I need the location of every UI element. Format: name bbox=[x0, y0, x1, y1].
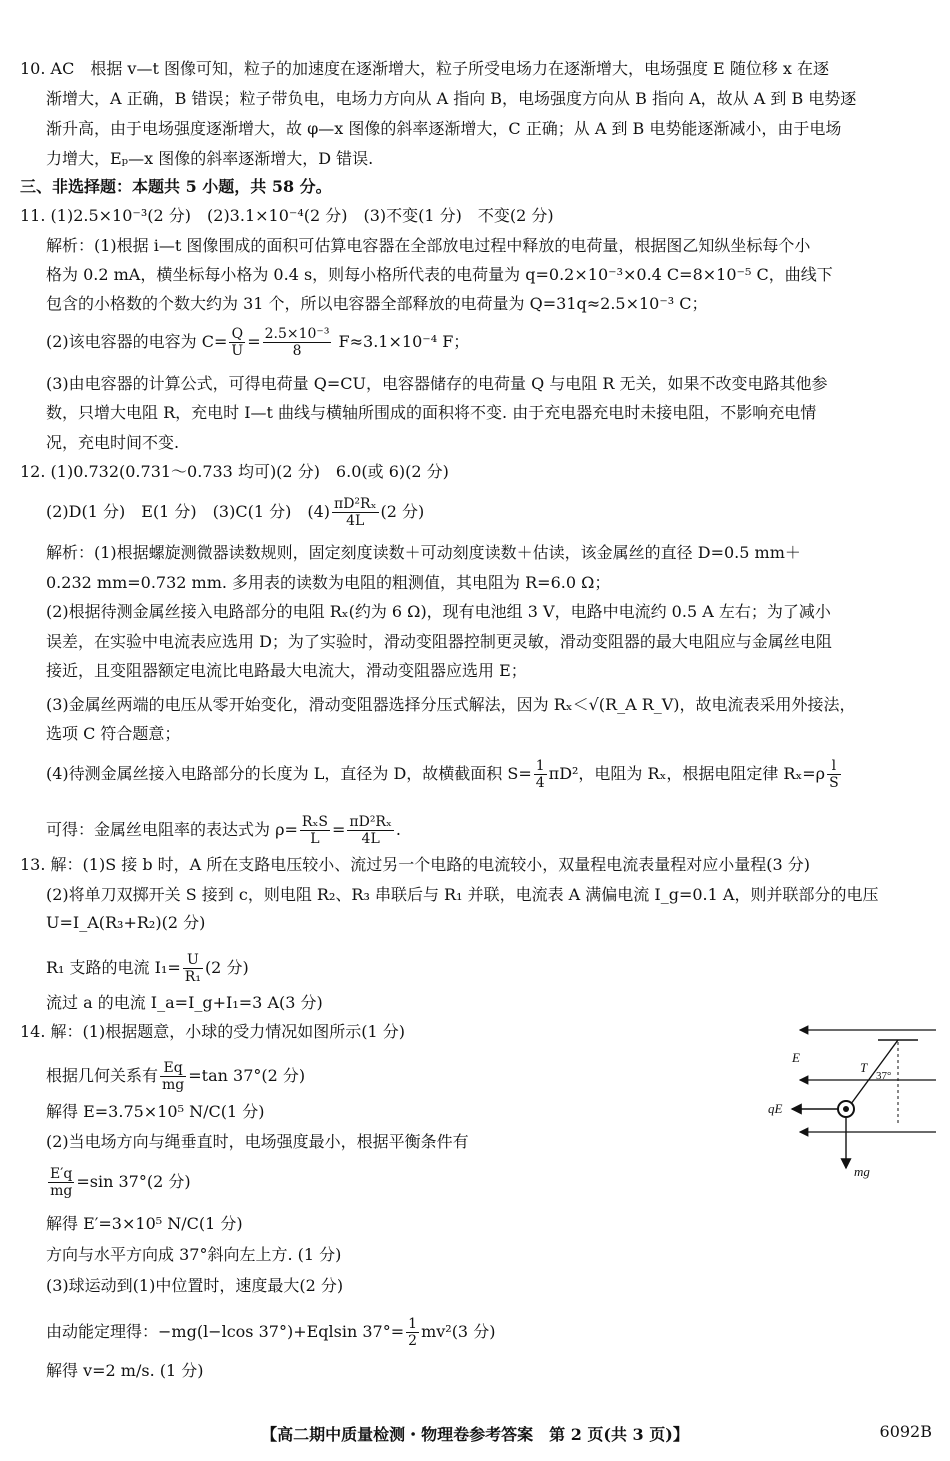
q11-analysis-3: 包含的小格数的个数大约为 31 个，所以电容器全部释放的电荷量为 Q=31q≈2.5×10⁻³ C； bbox=[46, 294, 708, 313]
q13-line-1: 13. 解：(1)S 接 b 时，A 所在支路电压较小、流过另一个电路的电流较小，双量程电流表量程对应小量程(3 分) bbox=[20, 855, 811, 874]
q14-line-5: $\frac{E'q}{mg}$ =sin 37°(2 分) bbox=[50, 1166, 191, 1199]
q12-analysis-1: 解析：(1)根据螺旋测微器读数规则，固定刻度读数＋可动刻度读数＋估读，该金属丝的直径 D=0.5 mm＋ bbox=[46, 543, 801, 562]
fraction: $\frac{\text{RₓS}}{L}$ bbox=[301, 814, 328, 847]
q11-answer: 11. (1)2.5×10⁻³(2 分) (2)3.1×10⁻⁴(2 分) (3)不变(1 分) 不变(2 分) bbox=[20, 206, 554, 225]
q14-line-8: (3)球运动到(1)中位置时，速度最大(2 分) bbox=[46, 1276, 344, 1295]
fraction: $\frac{\text{πD²Rₓ}}{4L}$ bbox=[334, 496, 377, 529]
q12-analysis-5: 接近，且变阻器额定电流比电路最大电流大，滑动变阻器应选用 E； bbox=[46, 661, 527, 680]
q12-analysis-7: 选项 C 符合题意； bbox=[46, 724, 181, 743]
label-angle: 37° bbox=[876, 1070, 892, 1082]
q13-line-5: 流过 a 的电流 I_a=I_g+I₁=3 A(3 分) bbox=[46, 993, 323, 1012]
fraction: $\frac{\text{2.5×10⁻³}}{8}$ bbox=[264, 326, 330, 359]
q12-analysis-4: 误差，在实验中电流表应选用 D；为了实验时，滑动变阻器控制更灵敏，滑动变阻器的最大电阻应与金属丝电阻 bbox=[46, 632, 832, 651]
q13-line-3: U=I_A(R₃+R₂)(2 分) bbox=[46, 913, 206, 932]
fraction: $\frac{U}{\text{R₁}}$ bbox=[184, 952, 201, 985]
fraction: $\frac{Q}{U}$ bbox=[231, 326, 244, 359]
fraction: $\frac{l}{S}$ bbox=[829, 758, 839, 791]
q14-line-10: 解得 v=2 m/s. (1 分) bbox=[46, 1361, 204, 1380]
q11-analysis-1: 解析：(1)根据 i—t 图像围成的面积可估算电容器在全部放电过程中释放的电荷量，根据图乙知纵坐标每个小 bbox=[46, 236, 811, 255]
q14-line-7: 方向与水平方向成 37°斜向左上方. (1 分) bbox=[46, 1245, 342, 1264]
q11-analysis-2: 格为 0.2 mA，横坐标每小格为 0.4 s，则每小格所代表的电荷量为 q=0.2×10⁻³×0.4 C=8×10⁻⁵ C，曲线下 bbox=[46, 265, 833, 284]
q12-answer-2: (2)D(1 分) E(1 分) (3)C(1 分) (4) $\frac{\text{πD²Rₓ}}{4L}$ (2 分) bbox=[46, 496, 425, 529]
label-E: E bbox=[792, 1050, 800, 1065]
q14-line-1: 14. 解：(1)根据题意，小球的受力情况如图所示(1 分) bbox=[20, 1022, 405, 1041]
page-footer: 【高二期中质量检测・物理卷参考答案 第 2 页(共 3 页)】 bbox=[261, 1425, 689, 1444]
q12-analysis-2: 0.232 mm=0.732 mm. 多用表的读数为电阻的粗测值，其电阻为 R=6.0 Ω； bbox=[46, 573, 611, 592]
q12-resistivity-expression: 可得：金属丝电阻率的表达式为 ρ= $\frac{\text{RₓS}}{L}$ = $\frac{\text{πD²Rₓ}}{4L}$ . bbox=[46, 814, 401, 847]
q14-line-4: (2)当电场方向与绳垂直时，电场强度最小，根据平衡条件有 bbox=[46, 1132, 469, 1151]
q10-line-3: 渐升高，由于电场强度逐渐增大，故 φ—x 图像的斜率逐渐增大，C 正确；从 A 到 B 电势能逐渐减小，由于电场 bbox=[46, 119, 842, 138]
q12-analysis-6: (3)金属丝两端的电压从零开始变化，滑动变阻器选择分压式解法，因为 Rₓ＜√(R_A R_V)，故电流表采用外接法， bbox=[46, 695, 856, 714]
q14-line-3: 解得 E=3.75×10⁵ N/C(1 分) bbox=[46, 1102, 265, 1121]
q14-line-6: 解得 E′=3×10⁵ N/C(1 分) bbox=[46, 1214, 243, 1233]
q11-analysis-5: 数，只增大电阻 R，充电时 I—t 曲线与横轴所围成的面积将不变. 由于充电器充电时未接电阻，不影响充电情 bbox=[46, 403, 817, 422]
label-qE: qE bbox=[768, 1101, 783, 1116]
q11-analysis-6: 况，充电时间不变. bbox=[46, 433, 180, 452]
fraction: $\frac{E'q}{mg}$ bbox=[50, 1166, 73, 1199]
q14-line-9: 由动能定理得：−mg(l−lcos 37°)+Eqlsin 37°= $\frac{1}{2}$ mv²(3 分) bbox=[46, 1316, 496, 1349]
document-code: 6092B bbox=[879, 1422, 932, 1441]
q13-line-2: (2)将单刀双掷开关 S 接到 c，则电阻 R₂、R₃ 串联后与 R₁ 并联，电流表 A 满偏电流 I_g=0.1 A，则并联部分的电压 bbox=[46, 885, 879, 904]
q12-resistivity-area: (4)待测金属丝接入电路部分的长度为 L，直径为 D，故横截面积 S= $\frac{1}{4}$ πD²，电阻为 Rₓ，根据电阻定律 Rₓ=ρ $\frac{l}{S}$ bbox=[46, 758, 839, 791]
q10-line-2: 渐增大，A 正确，B 错误；粒子带负电，电场力方向从 A 指向 B，电场强度方向从 B 指向 A，故从 A 到 B 电势逐 bbox=[46, 89, 857, 108]
q13-line-4: R₁ 支路的电流 I₁= $\frac{U}{\text{R₁}}$ (2 分) bbox=[46, 952, 249, 985]
fraction: $\frac{1}{2}$ bbox=[408, 1316, 418, 1349]
q11-analysis-4: (3)由电容器的计算公式，可得电荷量 Q=CU，电容器储存的电荷量 Q 与电阻 R 无关，如果不改变电路其他参 bbox=[46, 374, 828, 393]
q12-analysis-3: (2)根据待测金属丝接入电路部分的电阻 Rₓ(约为 6 Ω)，现有电池组 3 V，电路中电流约 0.5 A 左右；为了减小 bbox=[46, 602, 831, 621]
q12-answer-1: 12. (1)0.732(0.731～0.733 均可)(2 分) 6.0(或 6)(2 分) bbox=[20, 462, 449, 481]
fraction: $\frac{1}{4}$ bbox=[535, 758, 545, 791]
q10-line-1: 10. AC 根据 v—t 图像可知，粒子的加速度在逐渐增大，粒子所受电场力在逐渐增大，电场强度 E 随位移 x 在逐 bbox=[20, 59, 830, 78]
fraction: $\frac{Eq}{mg}$ bbox=[162, 1060, 185, 1093]
label-T: T bbox=[860, 1060, 868, 1075]
q11-capacitance-formula: (2)该电容器的电容为 C= $\frac{Q}{U}$ = $\frac{\text{2.5×10⁻³}}{8}$ F≈3.1×10⁻⁴ F； bbox=[46, 326, 470, 359]
fraction: $\frac{\text{πD²Rₓ}}{4L}$ bbox=[349, 814, 392, 847]
q10-line-4: 力增大，Eₚ—x 图像的斜率逐渐增大，D 错误. bbox=[46, 149, 374, 168]
label-mg: mg bbox=[854, 1164, 870, 1179]
section-3-heading: 三、非选择题：本题共 5 小题，共 58 分。 bbox=[20, 177, 332, 196]
q14-line-2: 根据几何关系有 $\frac{Eq}{mg}$ =tan 37°(2 分) bbox=[46, 1060, 306, 1093]
force-diagram bbox=[760, 1018, 940, 1188]
